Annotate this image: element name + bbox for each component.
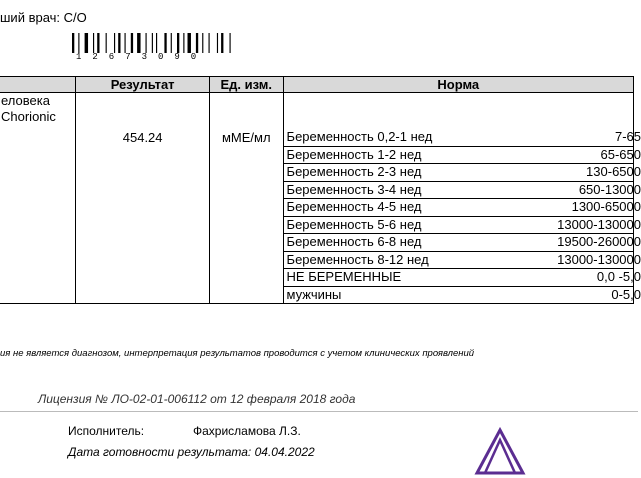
header-norm: Норма: [283, 77, 633, 93]
norm-label: Беременность 0,2-1 нед: [286, 129, 433, 144]
norm-row: [284, 164, 641, 182]
header-unit: Ед. изм.: [209, 77, 283, 93]
lab-logo-icon: [475, 428, 525, 473]
norm-cell: [283, 93, 641, 304]
norm-label: Беременность 2-3 нед: [286, 164, 422, 179]
disclaimer-text: ия не является диагнозом, интерпретация результатов проводится с учетом клинических проявлений: [0, 348, 475, 359]
norm-label: Беременность 5-6 нед: [286, 216, 422, 232]
norm-row: [284, 234, 641, 252]
norm-range: 13000-130000: [557, 251, 641, 267]
footer-divider: [0, 411, 638, 412]
result-cell: [76, 93, 210, 304]
norm-range: 65-650: [600, 146, 641, 162]
norm-row: [284, 286, 641, 304]
norm-label: Беременность 8-12 нед: [286, 251, 429, 267]
norm-row: [284, 251, 641, 270]
ready-date: Дата готовности результата: 04.04.2022: [68, 445, 315, 459]
norm-label: Беременность 3-4 нед: [286, 181, 422, 197]
norm-row: [284, 181, 641, 200]
executor-label: Исполнитель:: [68, 424, 145, 438]
norm-label: НЕ БЕРЕМЕННЫЕ: [286, 269, 402, 284]
norm-label: мужчины: [286, 286, 342, 302]
norm-range: 7-65: [614, 129, 641, 144]
norm-range: 13000-130000: [557, 216, 641, 232]
header-test: [0, 77, 76, 93]
norm-list: [284, 93, 641, 303]
norm-row: [284, 216, 641, 235]
result-value: 454.24: [122, 130, 163, 145]
test-name-line1: еловека: [1, 93, 50, 108]
norm-row: [284, 269, 641, 287]
norm-range: 0,0 -5,0: [596, 269, 641, 284]
doctor-label: ший врач: С/О: [0, 10, 87, 25]
norm-row: [284, 146, 641, 165]
executor-name: Фахрисламова Л.З.: [193, 424, 301, 438]
header-result: Результат: [76, 77, 210, 93]
norm-range: 130-6500: [586, 164, 641, 179]
unit-value: мМЕ/мл: [221, 130, 271, 145]
norm-label: Беременность 4-5 нед: [286, 199, 422, 214]
norm-range: 1300-65000: [571, 199, 641, 214]
norm-label: Беременность 1-2 нед: [286, 146, 422, 162]
unit-cell: [209, 93, 283, 304]
test-name-line2: Chorionic: [1, 109, 56, 124]
license-text: Лицензия № ЛО-02-01-006112 от 12 февраля 2018 года: [38, 392, 356, 406]
barcode-digits: 12673090: [76, 52, 208, 62]
test-name-cell: [0, 93, 76, 304]
norm-row: [284, 129, 641, 147]
norm-label: Беременность 6-8 нед: [286, 234, 422, 249]
norm-row: [284, 199, 641, 217]
norm-range: 0-5,0: [611, 286, 641, 302]
norm-range: 650-13000: [578, 181, 641, 197]
results-table: [0, 76, 641, 304]
norm-range: 19500-260000: [557, 234, 641, 249]
